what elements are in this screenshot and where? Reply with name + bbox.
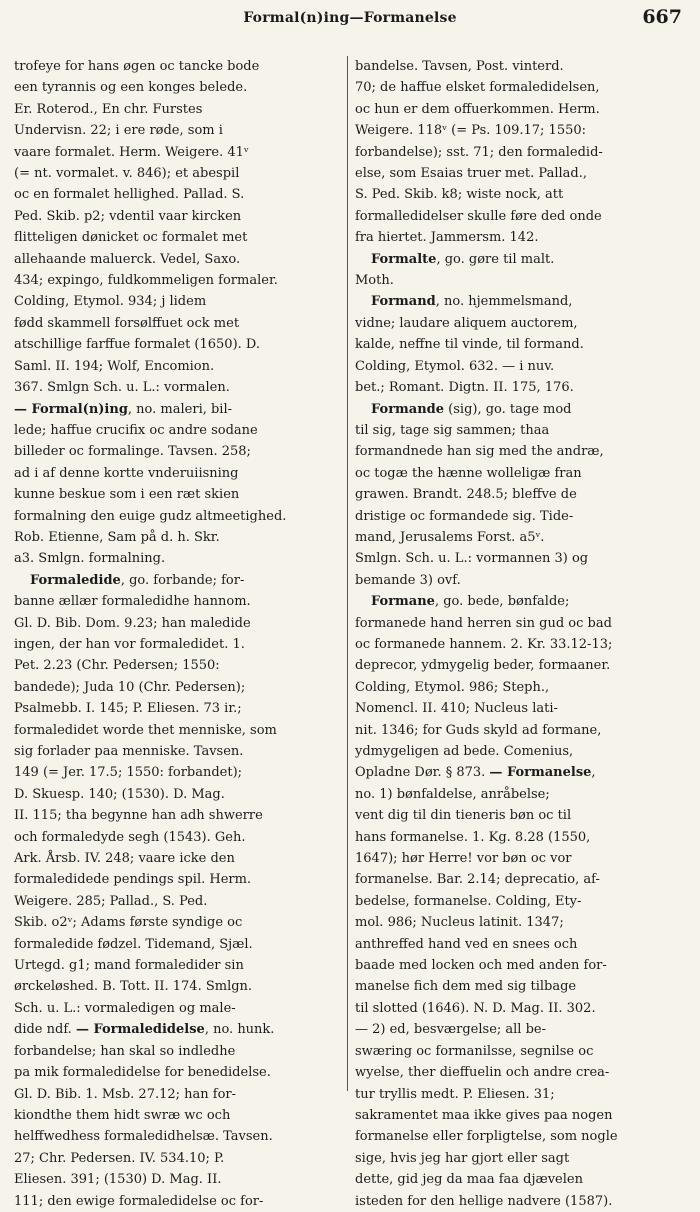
text-line: Undervisn. 22; i ere røde, som i (14, 123, 223, 139)
text-line: 111; den ewige formaledidelse oc for- (14, 1193, 264, 1209)
headword: Formalte (371, 251, 437, 267)
text-line: Skib. o2ᵛ; Adams første syndige oc (14, 915, 243, 931)
entry-text: , (591, 765, 596, 781)
text-line: Ark. Årsb. IV. 248; vaare icke den (14, 851, 235, 867)
text-line: vent dig til din tieneris bøn oc til (355, 808, 572, 824)
headword: — Formanelse (489, 765, 592, 781)
headword: Formand (371, 294, 436, 310)
text-line: Saml. II. 194; Wolf, Encomion. (14, 358, 215, 374)
text-line: baade med locken och med anden for- (355, 958, 607, 974)
text-line: ingen, der han vor formaledidet. 1. (14, 636, 245, 652)
headword: Formaledide (30, 572, 121, 588)
text-line: 149 (= Jer. 17.5; 1550: forbandet); (14, 765, 243, 781)
text-line: dette, gid jeg da maa faa djævelen (355, 1172, 583, 1188)
text-line: tur tryllis medt. P. Eliesen. 31; (355, 1086, 555, 1102)
text-line: formaledidede pendings spil. Herm. (14, 872, 252, 888)
headword: — Formal(n)ing (14, 401, 128, 417)
text-line: Nomencl. II. 410; Nucleus lati- (355, 701, 558, 717)
entry-text: , go. forbande; for- (120, 572, 245, 588)
text-line: oc en formalet hellighed. Pallad. S. (14, 187, 245, 203)
text-line: mand, Jerusalems Forst. a5ᵛ. (355, 529, 545, 545)
text-line: Smlgn. Sch. u. L.: vormannen 3) og (355, 551, 589, 567)
text-line: Er. Roterod., En chr. Furstes (14, 101, 203, 117)
text-line (355, 399, 685, 420)
left-column (14, 56, 336, 1209)
text-line: Colding, Etymol. 986; Steph., (355, 679, 550, 695)
text-line: Colding, Etymol. 632. — i nuv. (355, 358, 555, 374)
text-line: Colding, Etymol. 934; j lidem (14, 294, 207, 310)
text-line: Weigere. 285; Pallad., S. Ped. (14, 893, 208, 909)
text-line: mol. 986; Nucleus latinit. 1347; (355, 915, 564, 931)
text-line: oc formanede hannem. 2. Kr. 33.12-13; (355, 636, 613, 652)
text-line: II. 115; tha begynne han adh shwerre (14, 808, 263, 824)
text-line: bedelse, formanelse. Colding, Ety- (355, 893, 582, 909)
text-line: 367. Smlgn Sch. u. L.: vormalen. (14, 380, 230, 396)
text-line: formandnede han sig med the andræ, (355, 444, 604, 460)
text-line: billeder oc formalinge. Tavsen. 258; (14, 444, 251, 460)
text-line: else, som Esaias truer met. Pallad., (355, 166, 587, 182)
text-line: formanelse. Bar. 2.14; deprecatio, af- (355, 872, 600, 888)
text-line: Eliesen. 391; (1530) D. Mag. II. (14, 1172, 222, 1188)
text-line: no. 1) bønfaldelse, anråbelse; (355, 786, 550, 802)
text-line: 70; de haffue elsket formaledidelsen, (355, 80, 600, 96)
text-line: fra hiertet. Jammersm. 142. (355, 230, 539, 246)
entry-text: Opladne Dør. § 873. (355, 765, 490, 781)
text-line: bet.; Romant. Digtn. II. 175, 176. (355, 380, 574, 396)
text-line: atschillige farffue formalet (1650). D. (14, 337, 261, 353)
text-line: allehaande maluerck. Vedel, Saxo. (14, 251, 241, 267)
entry-text: , go. bede, bønfalde; (434, 594, 570, 610)
text-line: een tyrannis og een konges belede. (14, 80, 248, 96)
text-line: D. Skuesp. 140; (1530). D. Mag. (14, 786, 225, 802)
entry-text: (sig), go. tage mod (444, 401, 572, 417)
text-line: Pet. 2.23 (Chr. Pedersen; 1550: (14, 658, 220, 674)
text-line: (= nt. vormalet. v. 846); et abespil (14, 166, 240, 182)
text-line: 27; Chr. Pedersen. IV. 534.10; P. (14, 1150, 225, 1166)
headword: Formande (371, 401, 445, 417)
text-line: S. Ped. Skib. k8; wiste nock, att (355, 187, 564, 203)
text-line: sige, hvis jeg har gjort eller sagt (355, 1150, 570, 1166)
text-line: formaledide fødzel. Tidemand, Sjæl. (14, 936, 253, 952)
text-line (355, 762, 685, 783)
text-line: bandelse. Tavsen, Post. vinterd. (355, 59, 564, 74)
text-line (14, 570, 336, 591)
text-line: isteden for den hellige nadvere (1587). (355, 1193, 613, 1209)
text-line: ad i af denne kortte vnderuiisning (14, 465, 239, 481)
text-line: ydmygeligen ad bede. Comenius, (355, 744, 574, 759)
text-line: hans formanelse. 1. Kg. 8.28 (1550, (355, 829, 591, 845)
text-line: formanede hand herren sin gud oc bad (355, 615, 612, 631)
text-line: formalning den euige gudz altmeetighed. (14, 508, 287, 524)
entry-text: , no. hunk. (204, 1022, 275, 1038)
text-line: pa mik formaledidelse for benedidelse. (14, 1065, 271, 1081)
text-line: forbandelse); sst. 71; den formaledid- (355, 144, 603, 160)
page-header (0, 6, 700, 34)
text-line: vidne; laudare aliquem auctorem, (355, 315, 578, 331)
text-line: nit. 1346; for Guds skyld ad formane, (355, 722, 602, 738)
headword: — Formaledidelse (75, 1022, 205, 1038)
text-line: grawen. Brandt. 248.5; bleffve de (355, 487, 577, 503)
text-line: bandede); Juda 10 (Chr. Pedersen); (14, 679, 246, 695)
headword: Formane (371, 594, 435, 610)
text-line (355, 591, 685, 612)
text-line: oc togæ the hænne wolleligæ fran (355, 465, 582, 481)
text-line: deprecor, ydmygelig beder, formaaner. (355, 658, 611, 674)
text-line (14, 1019, 336, 1040)
text-line: fødd skammell forsølffuet ock met (14, 315, 240, 331)
text-line: swæring oc formanilsse, segnilse oc (355, 1043, 594, 1059)
running-title: Formal(n)ing—Formanelse (243, 10, 457, 26)
text-line: helffwedhess formaledidhelsæ. Tavsen. (14, 1129, 273, 1145)
text-line: kunne beskue som i een ræt skien (14, 487, 240, 503)
text-line (355, 291, 685, 312)
text-line: oc hun er dem offuerkommen. Herm. (355, 101, 600, 117)
text-line: Moth. (355, 273, 394, 289)
text-line: forbandelse; han skal so indledhe (14, 1043, 236, 1059)
text-line (14, 399, 336, 420)
text-line: kalde, neffne til vinde, til formand. (355, 337, 584, 353)
text-line (355, 249, 685, 270)
text-line: formaledidet worde thet menniske, som (14, 722, 277, 738)
text-line: til sig, tage sig sammen; thaa (355, 422, 550, 438)
text-line: Rob. Etienne, Sam på d. h. Skr. (14, 529, 220, 545)
text-line: formanelse eller forpligtelse, som nogle (355, 1129, 618, 1145)
text-line: 434; expingo, fuldkommeligen formaler. (14, 273, 278, 289)
page-number: 667 (642, 6, 682, 28)
text-line: flitteligen dønicket oc formalet met (14, 230, 248, 246)
text-line: Urtegd. g1; mand formaledider sin (14, 958, 244, 974)
text-line: a3. Smlgn. formalning. (14, 551, 166, 567)
text-line: ørckeløshed. B. Tott. II. 174. Smlgn. (14, 979, 253, 995)
text-line: vaare formalet. Herm. Weigere. 41ᵛ (14, 144, 249, 160)
right-column (355, 56, 685, 1209)
text-line: banne ællær formaledidhe hannom. (14, 594, 251, 610)
text-line: Gl. D. Bib. 1. Msb. 27.12; han for- (14, 1086, 237, 1102)
text-line: lede; haffue crucifix oc andre sodane (14, 422, 258, 438)
entry-text: dide ndf. (14, 1022, 76, 1038)
text-line: sakramentet maa ikke gives paa nogen (355, 1107, 613, 1123)
text-line: anthreffed hand ved en snees och (355, 936, 578, 952)
text-line: — 2) ed, besværgelse; all be- (355, 1022, 547, 1038)
text-line: bemande 3) ovf. (355, 572, 461, 588)
text-line: dristige oc formandede sig. Tide- (355, 508, 574, 524)
text-line: trofeye for hans øgen oc tancke bode (14, 59, 260, 74)
text-line: Gl. D. Bib. Dom. 9.23; han maledide (14, 615, 251, 631)
dictionary-columns (14, 56, 686, 1209)
entry-text: , no. maleri, bil- (127, 401, 233, 417)
entry-text: , go. gøre til malt. (436, 251, 555, 267)
text-line: sig forlader paa menniske. Tavsen. (14, 744, 244, 759)
entry-text: , no. hjemmelsmand, (435, 294, 573, 310)
text-line: wyelse, ther dieffuelin och andre crea- (355, 1065, 610, 1081)
text-line: Psalmebb. I. 145; P. Eliesen. 73 ir.; (14, 701, 242, 717)
text-line: och formaledyde segh (1543). Geh. (14, 829, 246, 845)
text-line: Sch. u. L.: vormaledigen og male- (14, 1000, 236, 1016)
text-line: Ped. Skib. p2; vdentil vaar kircken (14, 208, 242, 224)
column-divider (347, 56, 348, 1091)
text-line: Weigere. 118ᵛ (= Ps. 109.17; 1550: (355, 123, 587, 139)
text-line: manelse fich dem med sig tilbage (355, 979, 577, 995)
text-line: kiondthe them hidt swræ wc och (14, 1107, 231, 1123)
text-line: 1647); hør Herre! vor bøn oc vor (355, 851, 572, 867)
text-line: formalledidelser skulle føre ded onde (355, 208, 602, 224)
text-line: til slotted (1646). N. D. Mag. II. 302. (355, 1000, 596, 1016)
